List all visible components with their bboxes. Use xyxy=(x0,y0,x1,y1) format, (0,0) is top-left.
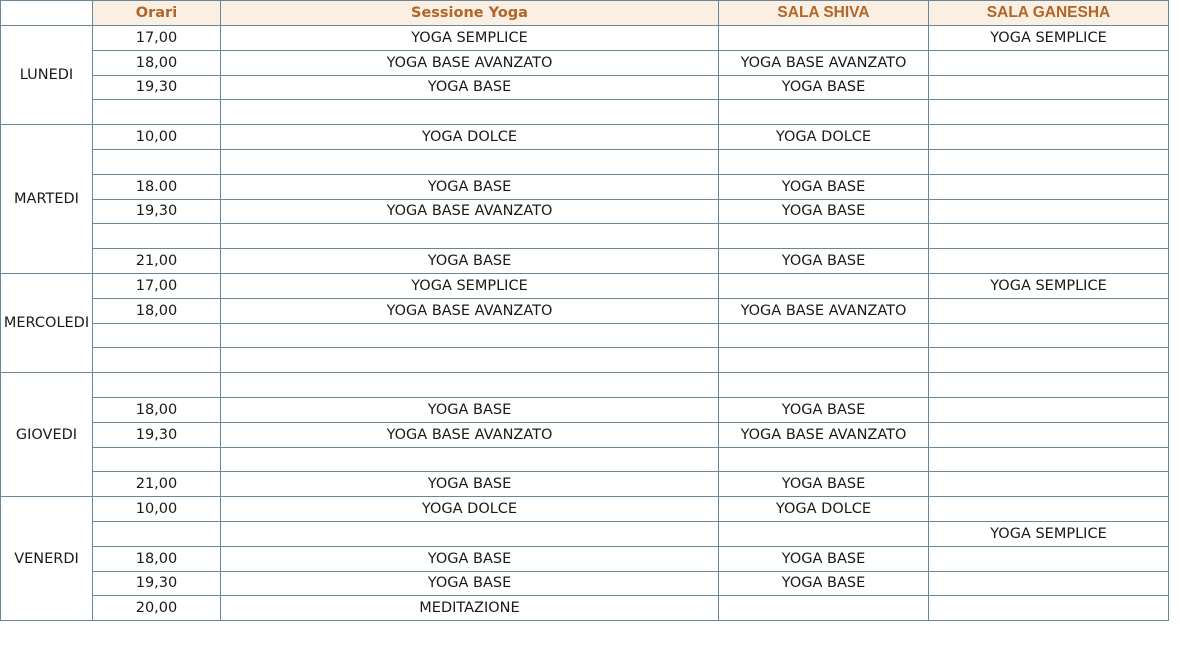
time-cell xyxy=(93,348,221,373)
sala-ganesha-cell xyxy=(929,174,1169,199)
time-cell xyxy=(93,149,221,174)
table-row xyxy=(1,174,1169,199)
session-cell: YOGA BASE xyxy=(221,472,719,497)
sala-ganesha-cell xyxy=(929,149,1169,174)
session-cell: YOGA BASE AVANZATO xyxy=(221,50,719,75)
table-row xyxy=(1,497,1169,522)
sala-ganesha-cell xyxy=(929,422,1169,447)
table-row xyxy=(1,100,1169,125)
session-cell: YOGA DOLCE xyxy=(221,125,719,150)
session-cell: YOGA BASE xyxy=(221,174,719,199)
session-cell xyxy=(221,447,719,472)
header-sala-ganesha: SALA GANESHA xyxy=(929,1,1169,26)
time-cell xyxy=(93,373,221,398)
table-row xyxy=(1,447,1169,472)
session-cell: YOGA SEMPLICE xyxy=(221,273,719,298)
header-row xyxy=(1,1,1169,26)
session-cell xyxy=(221,224,719,249)
session-cell xyxy=(221,348,719,373)
sala-shiva-cell: YOGA BASE xyxy=(719,75,929,100)
header-sala-shiva: SALA SHIVA xyxy=(719,1,929,26)
sala-shiva-cell xyxy=(719,224,929,249)
header-sessione-yoga: Sessione Yoga xyxy=(221,1,719,26)
session-cell: YOGA BASE AVANZATO xyxy=(221,298,719,323)
time-cell: 19,30 xyxy=(93,199,221,224)
table-row xyxy=(1,199,1169,224)
table-row xyxy=(1,546,1169,571)
sala-shiva-cell xyxy=(719,348,929,373)
table-row xyxy=(1,149,1169,174)
table-row xyxy=(1,373,1169,398)
session-cell xyxy=(221,100,719,125)
time-cell: 18,00 xyxy=(93,298,221,323)
sala-ganesha-cell xyxy=(929,199,1169,224)
sala-shiva-cell xyxy=(719,447,929,472)
sala-ganesha-cell xyxy=(929,75,1169,100)
time-cell xyxy=(93,323,221,348)
session-cell: YOGA SEMPLICE xyxy=(221,26,719,51)
session-cell: YOGA BASE AVANZATO xyxy=(221,199,719,224)
time-cell: 18,00 xyxy=(93,397,221,422)
session-cell xyxy=(221,323,719,348)
sala-shiva-cell: YOGA BASE AVANZATO xyxy=(719,298,929,323)
time-cell xyxy=(93,447,221,472)
session-cell: YOGA BASE xyxy=(221,546,719,571)
sala-shiva-cell: YOGA BASE xyxy=(719,546,929,571)
day-label: GIOVEDI xyxy=(1,373,93,497)
table-row xyxy=(1,125,1169,150)
session-cell xyxy=(221,521,719,546)
table-row xyxy=(1,50,1169,75)
time-cell: 18,00 xyxy=(93,546,221,571)
sala-shiva-cell: YOGA DOLCE xyxy=(719,497,929,522)
sala-ganesha-cell xyxy=(929,50,1169,75)
session-cell: YOGA DOLCE xyxy=(221,497,719,522)
day-label: MERCOLEDI xyxy=(1,273,93,372)
sala-ganesha-cell xyxy=(929,224,1169,249)
table-row xyxy=(1,26,1169,51)
sala-shiva-cell: YOGA BASE AVANZATO xyxy=(719,50,929,75)
sala-ganesha-cell: YOGA SEMPLICE xyxy=(929,273,1169,298)
table-row xyxy=(1,397,1169,422)
sala-shiva-cell: YOGA BASE xyxy=(719,199,929,224)
time-cell: 19,30 xyxy=(93,422,221,447)
sala-shiva-cell xyxy=(719,323,929,348)
time-cell xyxy=(93,521,221,546)
sala-shiva-cell xyxy=(719,373,929,398)
sala-shiva-cell: YOGA BASE xyxy=(719,397,929,422)
session-cell: YOGA BASE xyxy=(221,397,719,422)
sala-ganesha-cell: YOGA SEMPLICE xyxy=(929,26,1169,51)
table-row xyxy=(1,298,1169,323)
schedule-body xyxy=(1,26,1169,621)
table-row xyxy=(1,273,1169,298)
sala-ganesha-cell xyxy=(929,447,1169,472)
table-row xyxy=(1,571,1169,596)
time-cell: 17,00 xyxy=(93,273,221,298)
time-cell: 19,30 xyxy=(93,571,221,596)
time-cell: 10,00 xyxy=(93,497,221,522)
table-row xyxy=(1,224,1169,249)
table-row xyxy=(1,323,1169,348)
session-cell xyxy=(221,373,719,398)
sala-ganesha-cell xyxy=(929,100,1169,125)
sala-ganesha-cell xyxy=(929,348,1169,373)
table-row xyxy=(1,249,1169,274)
time-cell: 21,00 xyxy=(93,472,221,497)
sala-shiva-cell: YOGA BASE xyxy=(719,472,929,497)
time-cell: 18,00 xyxy=(93,50,221,75)
sala-ganesha-cell xyxy=(929,571,1169,596)
sala-ganesha-cell xyxy=(929,472,1169,497)
time-cell: 19,30 xyxy=(93,75,221,100)
sala-shiva-cell xyxy=(719,149,929,174)
session-cell: MEDITAZIONE xyxy=(221,596,719,621)
day-label: MARTEDI xyxy=(1,125,93,274)
sala-ganesha-cell xyxy=(929,373,1169,398)
sala-ganesha-cell xyxy=(929,596,1169,621)
time-cell: 17,00 xyxy=(93,26,221,51)
sala-ganesha-cell xyxy=(929,298,1169,323)
sala-ganesha-cell: YOGA SEMPLICE xyxy=(929,521,1169,546)
time-cell: 20,00 xyxy=(93,596,221,621)
sala-shiva-cell: YOGA DOLCE xyxy=(719,125,929,150)
session-cell: YOGA BASE AVANZATO xyxy=(221,422,719,447)
session-cell xyxy=(221,149,719,174)
time-cell: 10,00 xyxy=(93,125,221,150)
time-cell: 21,00 xyxy=(93,249,221,274)
sala-shiva-cell xyxy=(719,26,929,51)
sala-shiva-cell: YOGA BASE xyxy=(719,571,929,596)
table-row xyxy=(1,472,1169,497)
session-cell: YOGA BASE xyxy=(221,75,719,100)
sala-shiva-cell xyxy=(719,100,929,125)
sala-shiva-cell: YOGA BASE AVANZATO xyxy=(719,422,929,447)
sala-ganesha-cell xyxy=(929,397,1169,422)
sala-shiva-cell: YOGA BASE xyxy=(719,249,929,274)
header-day-blank xyxy=(1,1,93,26)
sala-shiva-cell xyxy=(719,521,929,546)
sala-ganesha-cell xyxy=(929,497,1169,522)
table-row xyxy=(1,596,1169,621)
sala-ganesha-cell xyxy=(929,249,1169,274)
sala-ganesha-cell xyxy=(929,125,1169,150)
header-orari: Orari xyxy=(93,1,221,26)
table-row xyxy=(1,521,1169,546)
time-cell xyxy=(93,224,221,249)
sala-shiva-cell: YOGA BASE xyxy=(719,174,929,199)
table-row xyxy=(1,348,1169,373)
table-row xyxy=(1,75,1169,100)
sala-ganesha-cell xyxy=(929,546,1169,571)
day-label: VENERDI xyxy=(1,497,93,621)
session-cell: YOGA BASE xyxy=(221,571,719,596)
session-cell: YOGA BASE xyxy=(221,249,719,274)
time-cell: 18.00 xyxy=(93,174,221,199)
table-row xyxy=(1,422,1169,447)
sala-shiva-cell xyxy=(719,273,929,298)
day-label: LUNEDI xyxy=(1,26,93,125)
sala-ganesha-cell xyxy=(929,323,1169,348)
sala-shiva-cell xyxy=(719,596,929,621)
time-cell xyxy=(93,100,221,125)
